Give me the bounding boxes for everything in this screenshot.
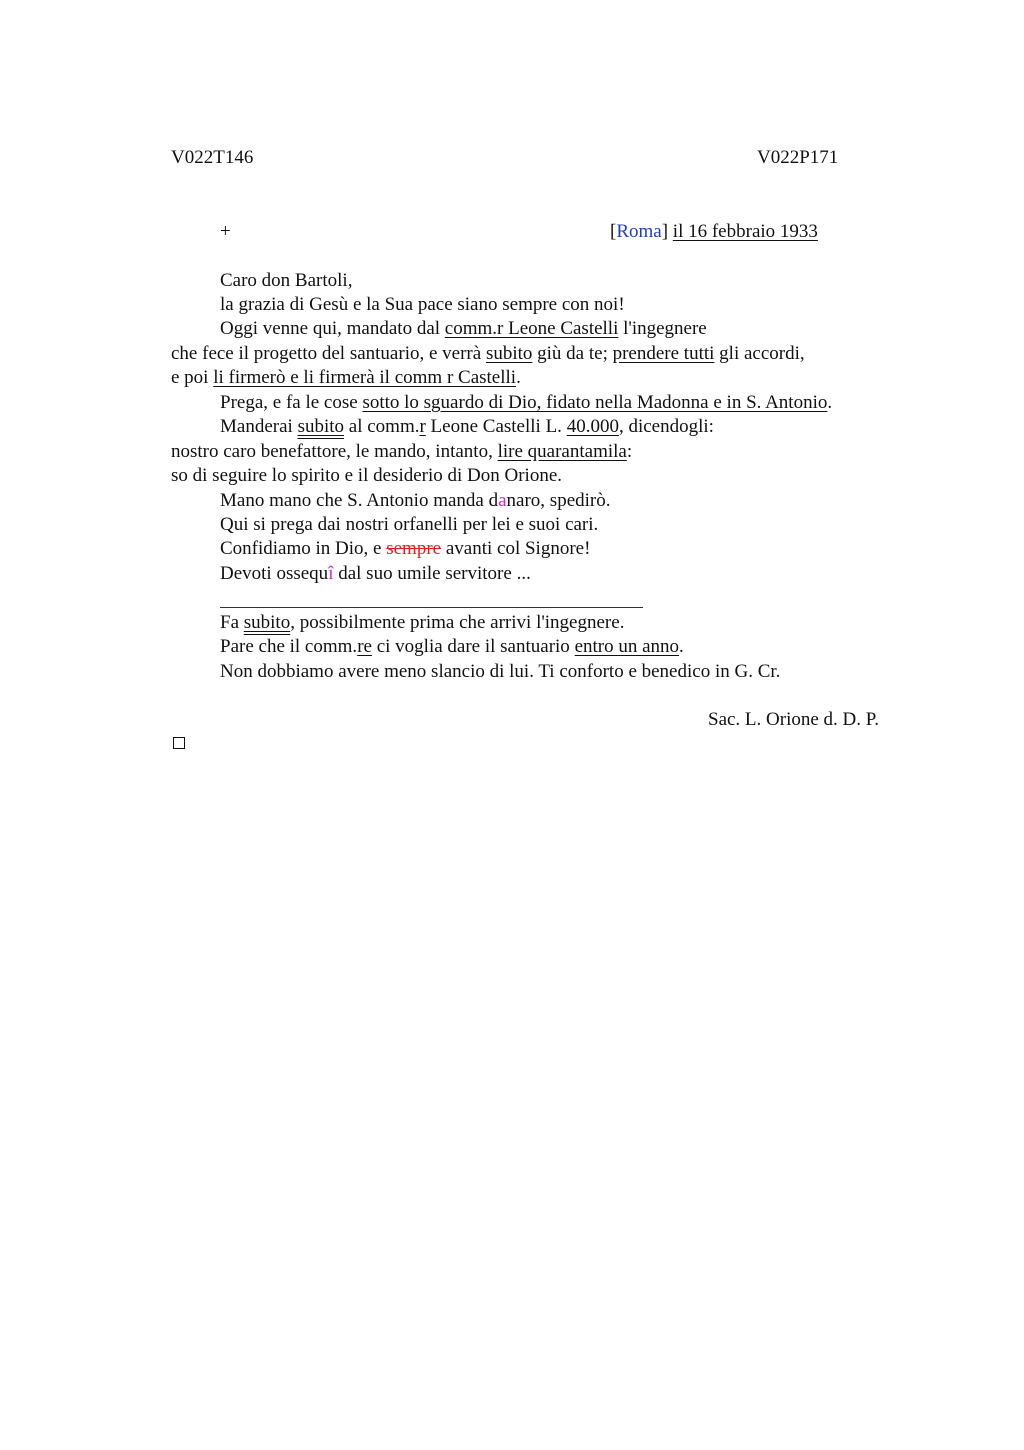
text: che fece il progetto del santuario, e verrà [171,343,486,364]
text: giù da te; [532,343,613,364]
text: : [626,441,633,462]
signature: Sac. L. Orione d. D. P. [708,709,879,730]
bracket-close: ] [661,221,669,242]
paragraph-line [220,391,832,415]
text: naro, spedirò. [506,490,611,511]
text: gli accordi, [714,343,805,364]
underlined-text: re [357,636,372,657]
underlined-text: subito [485,343,533,364]
text: , dicendogli: [618,416,714,437]
correction-letter: a [498,490,507,511]
paragraph-line [220,317,707,341]
underlined-text: prendere tutti [612,343,715,364]
text: . [827,392,833,413]
paragraph-line: so di seguire lo spirito e il desiderio di Don Orione. [171,465,563,486]
underlined-text: entro un anno [574,636,680,657]
underlined-amount: 40.000 [566,416,619,437]
text: nostro caro benefattore, le mando, intanto, [171,441,498,462]
paragraph-line [171,366,521,390]
double-underlined-text: subito [243,612,291,633]
paragraph-line: Qui si prega dai nostri orfanelli per lei e suoi cari. [220,514,599,535]
place-name: Roma [616,221,662,242]
text: dal suo umile servitore ... [333,563,531,584]
paragraph-line [220,562,531,586]
text: . [679,636,684,657]
paragraph-line [220,489,611,513]
text: Leone Castelli L. [425,416,567,437]
text: Confidiamo in Dio, e [220,538,387,559]
text: . [516,367,521,388]
text: l'ingegnere [618,318,707,339]
separator-line [220,607,643,608]
text: Devoti ossequ [220,563,329,584]
text: Prega, e fa le cose [220,392,363,413]
date-line [610,220,818,244]
postscript-line: Non dobbiamo avere meno slancio di lui. Ti conforto e benedico in G. Cr. [220,661,781,682]
paragraph-line [220,415,714,439]
postscript-line [220,635,684,659]
cross-symbol: + [220,221,231,242]
underlined-text: lire quarantamila [497,441,627,462]
salutation: Caro don Bartoli, [220,270,353,291]
text: al comm. [344,416,420,437]
text: ci voglia dare il santuario [371,636,575,657]
text: Oggi venne qui, mandato dal [220,318,445,339]
underlined-text: li firmerò e li firmerà il comm r Castelli [213,367,517,388]
underlined-text: r [419,416,426,437]
text: , possibilmente prima che arrivi l'ingegnere. [290,612,625,633]
paragraph-line [171,342,805,366]
correction-letter: î [328,563,334,584]
text: Fa [220,612,244,633]
underlined-text: comm.r Leone Castelli [444,318,619,339]
double-underlined-text: subito [297,416,345,437]
struck-word: sempre [386,538,442,559]
date-text: il 16 febbraio 1933 [672,221,818,242]
underlined-text: sotto lo sguardo di Dio, fidato nella Madonna e in S. Antonio [362,392,828,413]
text: Mano mano che S. Antonio manda d [220,490,499,511]
document-code-right: V022P171 [757,147,839,168]
end-marker-square [173,737,185,749]
document-code-left: V022T146 [171,147,254,168]
greeting-line: la grazia di Gesù e la Sua pace siano sempre con noi! [220,294,625,315]
postscript-line [220,611,624,635]
bracket-open: [ [610,221,617,242]
text: avanti col Signore! [441,538,591,559]
paragraph-line [171,440,632,464]
text: e poi [171,367,214,388]
text: Manderai [220,416,298,437]
text: Pare che il comm. [220,636,358,657]
paragraph-line [220,537,590,561]
